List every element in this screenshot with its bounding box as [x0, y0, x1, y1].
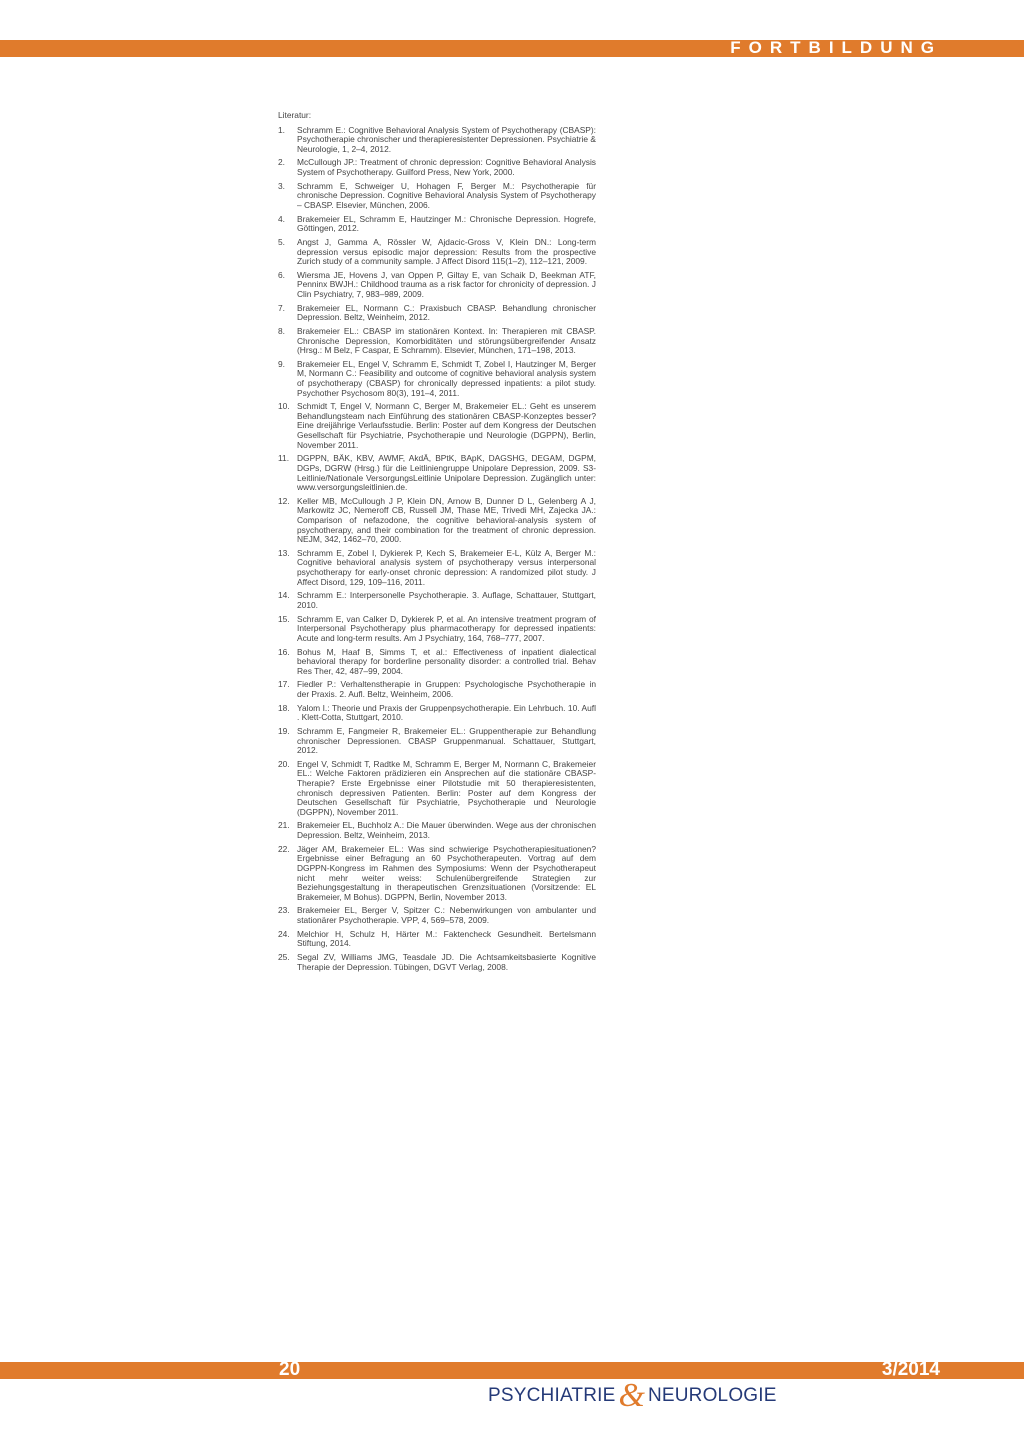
reference-item — [278, 906, 596, 925]
reference-item — [278, 704, 596, 723]
reference-text: Schramm E, van Calker D, Dykierek P, et al. An intensive treatment program of Interpersonal Psychotherapy plus pharmacotherapy for depressed inpatients: Acute and long-term results. Am J Psychiatry, 164, 768–777, 2007. — [297, 613, 596, 643]
journal-name-right: NEUROLOGIE — [647, 1385, 777, 1406]
reference-text: DGPPN, BÄK, KBV, AWMF, AkdÄ, BPtK, BApK, DAGSHG, DEGAM, DGPM, DGPs, DGRW (Hrsg.) für die Leitliniengruppe Unipolare Depression, 2009. S3-Leitlinie/Nationale VersorgungsLeitlinie Unipolare Depression. Zugänglich unter: www.versorgungsleitlinien.de. — [297, 453, 596, 493]
ampersand-icon: & — [618, 1377, 645, 1414]
reference-item — [278, 360, 596, 398]
reference-number: 5. — [278, 236, 285, 247]
reference-number: 7. — [278, 302, 285, 313]
reference-text: Jäger AM, Brakemeier EL.: Was sind schwierige Psychotherapiesituationen? Ergebnisse einer Befragung an 60 Psychotherapeuten. Vortrag auf dem DGPPN-Kongress im Rahmen des Symposiums: Wenn der Psychotherapeut nicht mehr weiter weiss: Schulenübergreifende Strategien zur Beziehungsgestaltung in therapeutischen Grenzsituationen (Vorsitzende: EL Brakemeier, M Bohus). DGPPN, Berlin, November 2013. — [297, 843, 596, 902]
reference-number: 23. — [278, 905, 290, 916]
reference-item — [278, 648, 596, 677]
reference-item — [278, 549, 596, 587]
reference-item — [278, 215, 596, 234]
reference-item — [278, 304, 596, 323]
reference-item — [278, 402, 596, 450]
reference-item — [278, 591, 596, 610]
reference-text: Schramm E, Fangmeier R, Brakemeier EL.: Gruppentherapie zur Behandlung chronischer Depressionen. CBASP Gruppenmanual. Schattauer, Stuttgart, 2012. — [297, 725, 596, 756]
reference-text: Brakemeier EL, Normann C.: Praxisbuch CBASP. Behandlung chronischer Depression. Beltz, Weinheim, 2012. — [297, 302, 596, 323]
reference-text: Fiedler P.: Verhaltenstherapie in Gruppen: Psychologische Psychotherapie in der Praxis. 2. Aufl. Beltz, Weinheim, 2006. — [297, 679, 596, 699]
reference-number: 6. — [278, 269, 285, 280]
reference-number: 10. — [278, 401, 290, 412]
reference-text: Schmidt T, Engel V, Normann C, Berger M, Brakemeier EL.: Geht es unserem Behandlungsteam nach Einführung des stationären CBASP-Konzeptes besser? Eine dreijährige Verlaufsstudie. Berlin: Poster auf dem Kongress der Deutschen Gesellschaft für Psychiatrie, Psychotherapie und Neurologie (DGPPN), Berlin, November 2011. — [297, 401, 596, 450]
reference-item — [278, 497, 596, 545]
footer-bar — [0, 1362, 1024, 1379]
reference-number: 21. — [278, 820, 290, 831]
reference-text: Brakemeier EL.: CBASP im stationären Kontext. In: Therapieren mit CBASP. Chronische Depression, Komorbiditäten und störungsübergreifender Ansatz (Hrsg.: M Belz, F Caspar, E Schramm). Elsevier, München, 171–198, 2013. — [297, 325, 596, 356]
reference-item — [278, 680, 596, 699]
reference-number: 8. — [278, 325, 285, 336]
reference-text: Yalom I.: Theorie und Praxis der Gruppenpsychotherapie. Ein Lehrbuch. 10. Aufl . Klett-Cotta, Stuttgart, 2010. — [297, 702, 596, 723]
reference-text: Bohus M, Haaf B, Simms T, et al.: Effectiveness of inpatient dialectical behavioral therapy for borderline personality disorder: a controlled trial. Behav Res Ther, 42, 487–99, 2004. — [297, 646, 596, 676]
reference-text: Brakemeier EL, Berger V, Spitzer C.: Nebenwirkungen von ambulanter und stationärer Psychotherapie. VPP, 4, 569–578, 2009. — [297, 905, 596, 925]
reference-number: 13. — [278, 547, 290, 558]
reference-text: Wiersma JE, Hovens J, van Oppen P, Giltay E, van Schaik D, Beekman ATF, Penninx BWJH.: Childhood trauma as a risk factor for chronicity of depression. J Clin Psychiatry, 7, 983–989, 2009. — [297, 269, 596, 299]
reference-item — [278, 615, 596, 644]
reference-item — [278, 271, 596, 300]
section-title: FORTBILDUNG — [730, 38, 942, 57]
reference-text: Brakemeier EL, Buchholz A.: Die Mauer überwinden. Wege aus der chronischen Depression. Beltz, Weinheim, 2013. — [297, 820, 596, 841]
reference-item — [278, 454, 596, 492]
reference-number: 11. — [278, 453, 290, 464]
issue-number: 3/2014 — [881, 1359, 940, 1380]
reference-item — [278, 327, 596, 356]
reference-text: Brakemeier EL, Engel V, Schramm E, Schmidt T, Zobel I, Hautzinger M, Berger M, Normann C.: Feasibility and outcome of cognitive behavioral analysis system of psychotherapy (CBASP) for chronically depressed inpatients: a pilot study. Psychother Psychosom 80(3), 191–4, 2011. — [297, 358, 596, 398]
reference-item — [278, 953, 596, 972]
reference-number: 19. — [278, 725, 290, 736]
reference-item — [278, 930, 596, 949]
reference-number: 1. — [278, 124, 285, 135]
reference-number: 25. — [278, 951, 290, 962]
reference-text: Schramm E, Schweiger U, Hohagen F, Berger M.: Psychotherapie für chronische Depression. Cognitive Behavioral Analysis System of Psychotherapy – CBASP. Elsevier, München, 2006. — [297, 180, 596, 210]
reference-items — [278, 126, 596, 973]
reference-text: Melchior H, Schulz H, Härter M.: Faktencheck Gesundheit. Bertelsmann Stiftung, 2014. — [297, 928, 596, 949]
reference-number: 24. — [278, 928, 290, 939]
reference-number: 2. — [278, 157, 285, 168]
reference-text: Keller MB, McCullough J P, Klein DN, Arnow B, Dunner D L, Gelenberg A J, Markowitz JC, Nemeroff CB, Russell JM, Thase ME, Trivedi MH, Zajecka JA.: Comparison of nefazodone, the cognitive behavioral-analysis system of psychotherapy, and their combination for the treatment of chronic depression. NEJM, 342, 1462–70, 2000. — [297, 495, 596, 545]
reference-item — [278, 238, 596, 267]
reference-item — [278, 821, 596, 840]
reference-item — [278, 727, 596, 756]
reference-number: 4. — [278, 213, 285, 224]
reference-text: Schramm E.: Cognitive Behavioral Analysis System of Psychotherapy (CBASP): Psychotherapie chronischer und therapieresistenter Depressionen. Psychiatrie & Neurologie, 1, 2–4, 2012. — [297, 124, 596, 154]
reference-number: 3. — [278, 180, 285, 191]
reference-number: 17. — [278, 679, 290, 690]
reference-text: Engel V, Schmidt T, Radtke M, Schramm E, Berger M, Normann C, Brakemeier EL.: Welche Faktoren prädizieren ein Ansprechen auf die stationäre CBASP-Therapie? Erste Ergebnisse einer Pilotstudie mit 50 therapieresistenten, chronisch depressiven Patienten. Berlin: Poster auf dem Kongress der Deutschen Gesellschaft für Psychiatrie, Psychotherapie und Neurologie (DGPPN), November 2011. — [297, 758, 596, 817]
reference-number: 22. — [278, 843, 290, 854]
reference-text: McCullough JP.: Treatment of chronic depression: Cognitive Behavioral Analysis System of Psychotherapy. Guilford Press, New York, 2000. — [297, 157, 596, 178]
reference-text: Brakemeier EL, Schramm E, Hautzinger M.: Chronische Depression. Hogrefe, Göttingen, 2012. — [297, 213, 596, 234]
reference-number: 12. — [278, 495, 290, 506]
reference-item — [278, 760, 596, 818]
reference-text: Angst J, Gamma A, Rössler W, Ajdacic-Gross V, Klein DN.: Long-term depression versus episodic major depression: Results from the prospective Zurich study of a community sample. J Affect Disord 115(1–2), 112–121, 2009. — [297, 236, 596, 267]
reference-item — [278, 158, 596, 177]
reference-number: 16. — [278, 646, 290, 657]
reference-number: 15. — [278, 613, 290, 624]
reference-item — [278, 126, 596, 155]
reference-item — [278, 845, 596, 903]
reference-list — [278, 111, 596, 976]
reference-text: Schramm E.: Interpersonelle Psychotherapie. 3. Auflage, Schattauer, Stuttgart, 2010. — [297, 590, 596, 610]
journal-logo — [488, 1378, 777, 1414]
reference-item — [278, 182, 596, 211]
reference-text: Schramm E, Zobel I, Dykierek P, Kech S, Brakemeier E-L, Külz A, Berger M.: Cognitive behavioral analysis system of psychotherapy versus interpersonal psychotherapy for early-onset chronic depression: A randomized pilot study. J Affect Disord, 129, 109–116, 2011. — [297, 547, 596, 587]
references-heading: Literatur: — [278, 110, 312, 120]
journal-name-left: PSYCHIATRIE — [488, 1385, 616, 1406]
page-number: 20 — [279, 1359, 301, 1380]
reference-number: 20. — [278, 758, 290, 769]
reference-number: 18. — [278, 702, 290, 713]
reference-number: 14. — [278, 590, 290, 601]
reference-number: 9. — [278, 358, 285, 369]
reference-text: Segal ZV, Williams JMG, Teasdale JD. Die Achtsamkeitsbasierte Kognitive Therapie der Depression. Tübingen, DGVT Verlag, 2008. — [297, 951, 596, 972]
